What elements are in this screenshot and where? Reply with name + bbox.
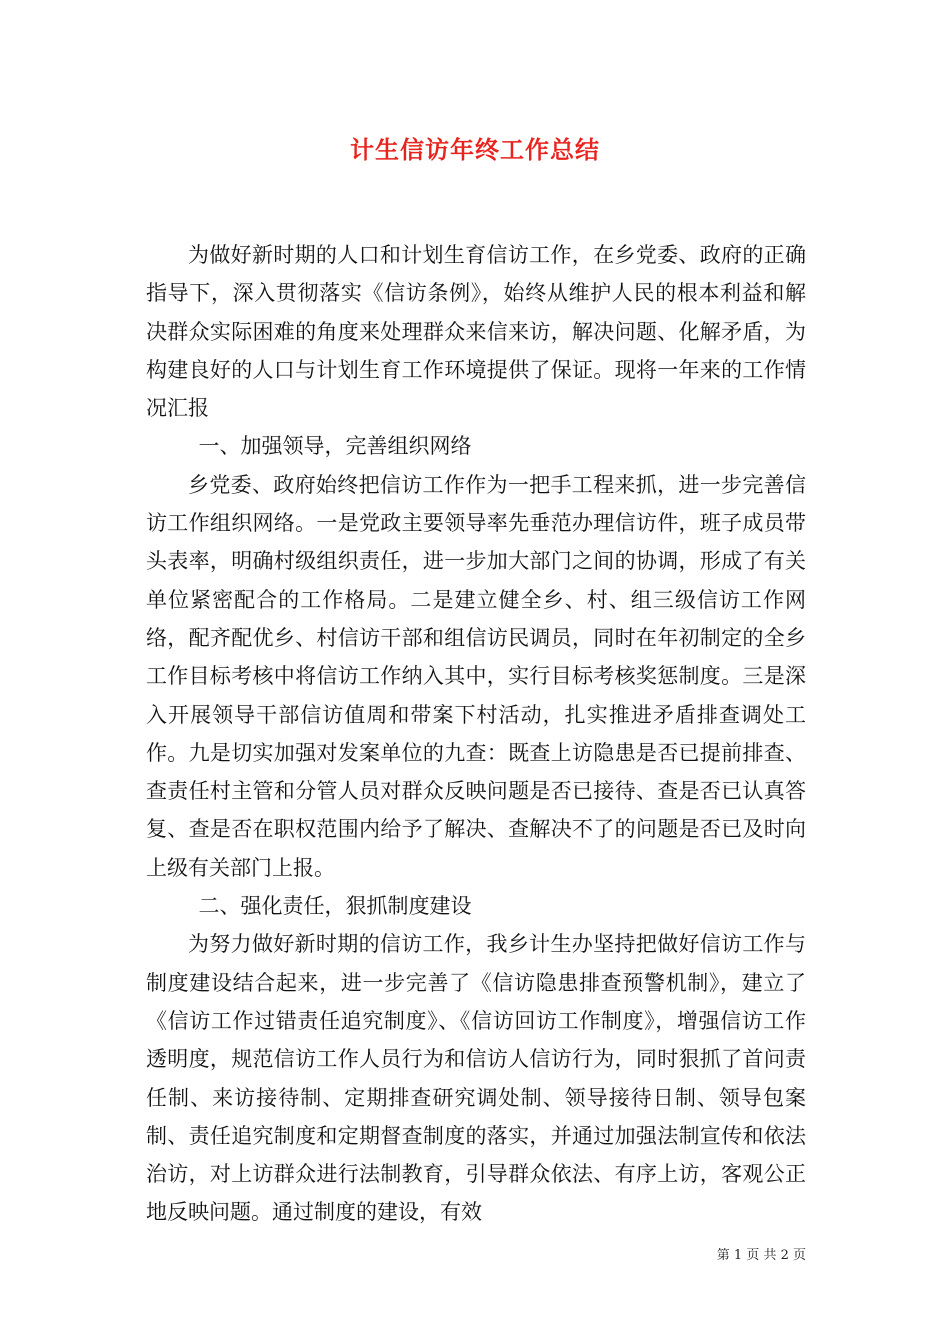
section-heading-1: 一、加强领导，完善组织网络 [198,434,472,459]
intro-paragraph: 为做好新时期的人口和计划生育信访工作，在乡党委、政府的正确指导下，深入贯彻落实《信访条例》，始终从维护人民的根本利益和解决群众实际困难的角度来处理群众来信来访，解决问题、化解矛盾，为构建良好的人口与计划生育工作环境提供了保证。现将一年来的工作情况汇报 [146,243,806,421]
section-2-paragraph: 为努力做好新时期的信访工作，我乡计生办坚持把做好信访工作与制度建设结合起来，进一步完善了《信访隐患排查预警机制》，建立了《信访工作过错责任追究制度》、《信访回访工作制度》，增强信访工作透明度，规范信访工作人员行为和信访人信访行为，同时狠抓了首问责任制、来访接待制、定期排查研究调处制、领导接待日制、领导包案制、责任追究制度和定期督查制度的落实，并通过加强法制宣传和依法治访，对上访群众进行法制教育，引导群众依法、有序上访，客观公正地反映问题。通过制度的建设，有效 [146,932,806,1225]
page-number: 第 1 页 共 2 页 [716,1248,806,1263]
document-body [146,236,806,1232]
section-heading-2: 二、强化责任，狠抓制度建设 [198,894,472,919]
document-title: 计生信访年终工作总结 [350,136,600,164]
section-1-paragraph: 乡党委、政府始终把信访工作作为一把手工程来抓，进一步完善信访工作组织网络。一是党政主要领导率先垂范办理信访件，班子成员带头表率，明确村级组织责任，进一步加大部门之间的协调，形成了有关单位紧密配合的工作格局。二是建立健全乡、村、组三级信访工作网络，配齐配优乡、村信访干部和组信访民调员，同时在年初制定的全乡工作目标考核中将信访工作纳入其中，实行目标考核奖惩制度。三是深入开展领导干部信访值周和带案下村活动，扎实推进矛盾排查调处工作。九是切实加强对发案单位的九查：既查上访隐患是否已提前排查、查责任村主管和分管人员对群众反映问题是否已接待、查是否已认真答复、查是否在职权范围内给予了解决、查解决不了的问题是否已及时向上级有关部门上报。 [146,472,806,880]
